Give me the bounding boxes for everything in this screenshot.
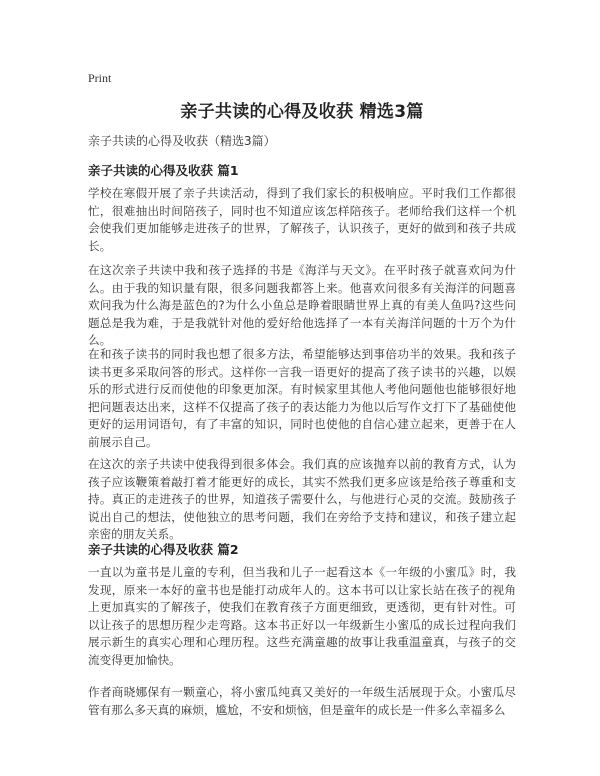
document-subtitle: 亲子共读的心得及收获（精选3篇） bbox=[88, 134, 276, 148]
paragraph: 在这次的亲子共读中使我得到很多体会。我们真的应该抛弃以前的教育方式，认为孩子应该鞭策着敲打着才能更好的成长，其实不然我们更多应该是给孩子尊重和支持。真正的走进孩子的世界，知道孩子需要什么，与他进行心灵的交流。鼓励孩子说出自己的想法，使他独立的思考问题，我们在旁给予支持和建议，和孩子建立起亲密的朋友关系。 bbox=[88, 457, 516, 542]
section-heading-2: 亲子共读的心得及收获 篇2 bbox=[88, 542, 239, 557]
paragraph: 作者商晓娜保有一颗童心，将小蜜瓜纯真又美好的一年级生活展现于众。小蜜瓜尽管有那么多天真的麻烦，尴尬，不安和烦恼，但是童年的成长是一件多么幸福多么 bbox=[88, 685, 516, 717]
page-title: 亲子共读的心得及收获 精选3篇 bbox=[180, 102, 424, 122]
paragraph: 一直以为童书是儿童的专利，但当我和儿子一起看这本《一年级的小蜜瓜》时，我发现，原来一本好的童书也是能打动成年人的。这本书可以让家长站在孩子的视角上更加真实的了解孩子，使我们在教育孩子方面更细致，更透彻，更有针对性。可以让孩子的思想历程少走弯路。这本书正好以一年级新生小蜜瓜的成长过程向我们展示新生的真实心理和心理历程。这些充满童趣的故事让我重温童真，与孩子的交流变得更加愉快。 bbox=[88, 565, 516, 667]
paragraph: 学校在寒假开展了亲子共读活动，得到了我们家长的积极响应。平时我们工作都很忙，很难抽出时间陪孩子，同时也不知道应该怎样陪孩子。老师给我们这样一个机会使我们更加能够走进孩子的世界，了解孩子，认识孩子，更好的做到和孩子共成长。 bbox=[88, 186, 516, 253]
paragraph: 在和孩子读书的同时我也想了很多方法，希望能够达到事倍功半的效果。我和孩子读书更多采取问答的形式。这样你一言我一语更好的提高了孩子读书的兴趣，以娱乐的形式进行反而使他的印象更加深。有时候家里其他人考他问题他也能够很好地把问题表达出来，这样不仅提高了孩子的表达能力为他以后写作文打下了基础使他更好的运用词语句，有了丰富的知识，同时也使他的自信心建立起来，更善于在人前展示自己。 bbox=[88, 347, 516, 449]
paragraph: 在这次亲子共读中我和孩子选择的书是《海洋与天文》。在平时孩子就喜欢问为什么。由于我的知识量有限，很多问题我都答上来。他喜欢问很多有关海洋的问题喜欢问我为什么海是蓝色的?为什么小鱼总是睁着眼睛世界上真的有美人鱼吗?这些问题总是我为难，于是我就针对他的爱好给他选择了一本有关海洋问题的十万个为什么。 bbox=[88, 263, 516, 348]
print-link[interactable]: Print bbox=[88, 71, 112, 85]
section-heading-1: 亲子共读的心得及收获 篇1 bbox=[88, 163, 239, 178]
